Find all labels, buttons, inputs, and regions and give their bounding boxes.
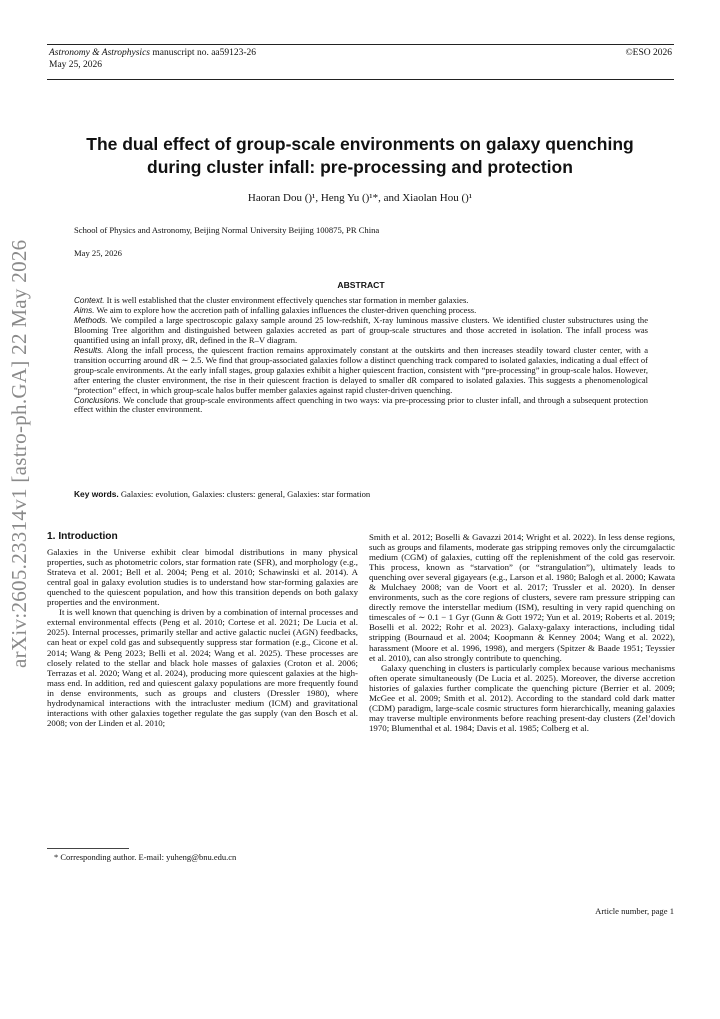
title-line-1: The dual effect of group-scale environments on galaxy quenching bbox=[86, 134, 634, 154]
affiliation: School of Physics and Astronomy, Beijing Normal University Beijing 100875, PR China bbox=[74, 225, 380, 235]
results-text: Along the infall process, the quiescent fraction remains approximately constant at the outskirts and then increases steadily toward cluster center, with a transition occurring around dR ∼ 2.5. We find that group-associated galaxies follow a distinct quenching track compared to isolated galaxies, indicating a dual effect of group-scale environments. At the early infall stages, group galaxies exhibit a higher quiescent fraction, consistent with “pre-processing” in group-scale halos. However, after entering the cluster environment, the rise in their quiescent fraction is delayed to smaller dR compared to isolated galaxies. This suggests a phenomenological “protection” effect, in which group-scale halos buffer member galaxies against rapid cluster-driven quenching. bbox=[74, 344, 648, 395]
header-journal-line bbox=[49, 48, 256, 59]
paper-title bbox=[40, 133, 680, 179]
keywords bbox=[74, 489, 648, 499]
methods-text: We compiled a large spectroscopic galaxy sample around 25 low-redshift, X-ray luminous massive clusters. We identified cluster substructures using the Blooming Tree algorithm and distinguished between galaxies accreted as part of group-scale structures and those accreted in isolation. The infall process was quantified using an infall proxy, dR, defined in the R–V diagram. bbox=[74, 314, 648, 345]
methods-label: Methods. bbox=[74, 315, 108, 325]
left-paragraph-2: It is well known that quenching is driven by a combination of internal processes and external environmental effects (Peng et al. 2010; Cortese et al. 2021; De Lucia et al. 2025). Internal processes, primarily stellar and active galactic nuclei (AGN) feedbacks, can heat or expel cold gas and subsequently suppress star formation (e.g., Cicone et al. 2014; Wang & Peng 2023; Belli et al. 2024; Wang et al. 2025). These processes are closely related to the stellar and black hole masses of galaxies (Croton et al. 2006; Terrazas et al. 2020; Wang et al. 2024), producing more quiescent galaxies at the high-mass end. In addition, red and quiescent galaxy populations are more frequently found in dense environments, such as groups and clusters (Dressler 1980), where hydrodynamical interactions with the intracluster medium (ICM) and gravitational interactions with other galaxies together regulate the gas supply (van den Bosch et al. 2008; von der Linden et al. 2010; bbox=[47, 607, 358, 728]
manuscript-number: manuscript no. aa59123-26 bbox=[152, 48, 257, 58]
right-paragraph-1: Smith et al. 2012; Boselli & Gavazzi 2014; Wright et al. 2022). In less dense regions, such as groups and filaments, moderate gas stripping removes only the circumgalactic medium (CGM) of galaxies, cutting off the replenishment of the cold gas reservoir. This process, known as “starvation” (or “strangulation”), ultimately leads to quenching over several gigayears (e.g., Larson et al. 1980; Balogh et al. 2000; Kawata & Mulchaey 2008; van de Voort et al. 2017; Trussler et al. 2020). In denser environments, such as the core regions of clusters, severe ram pressure stripping can directly remove the interstellar medium (ISM), resulting in very rapid quenching on timescales of ∼ 0.1 − 1 Gyr (Gunn & Gott 1972; Yun et al. 2019; Roberts et al. 2019; Boselli et al. 2022; Rohr et al. 2023). Galaxy-galaxy interactions, including tidal stripping (Bournaud et al. 2004; Koopmann & Kenney 2004; Wang et al. 2022), harassment (Moore et al. 1996, 1998), and mergers (Spitzer & Baade 1951; Teyssier et al. 2010), can also strongly contribute to quenching. bbox=[369, 532, 675, 663]
abstract bbox=[74, 296, 648, 415]
aims-label: Aims. bbox=[74, 305, 95, 315]
page-number: Article number, page 1 bbox=[595, 906, 674, 916]
footnote-rule bbox=[47, 848, 129, 849]
header-copyright: ©ESO 2026 bbox=[625, 48, 672, 58]
abstract-heading: ABSTRACT bbox=[337, 280, 385, 290]
conclusions-text: We conclude that group-scale environments affect quenching in two ways: via pre-processing prior to cluster infall, and through a subsequent protection effect within the cluster environment. bbox=[74, 394, 648, 415]
conclusions-label: Conclusions. bbox=[74, 395, 121, 405]
journal-name: Astronomy & Astrophysics bbox=[49, 48, 150, 58]
footnote: * Corresponding author. E-mail: yuheng@bnu.edu.cn bbox=[54, 852, 237, 862]
aims-text: We aim to explore how the accretion path of infalling galaxies influences the cluster-driven quenching process. bbox=[94, 304, 477, 315]
header-date: May 25, 2026 bbox=[49, 60, 103, 70]
date-line: May 25, 2026 bbox=[74, 248, 122, 258]
right-paragraph-2: Galaxy quenching in clusters is particularly complex because various mechanisms often operate simultaneously (De Lucia et al. 2025). Moreover, the diverse accretion histories of galaxies further complicate the quenching picture (Berrier et al. 2009; McGee et al. 2009; Smith et al. 2012). According to the standard cold dark matter (CDM) paradigm, large-scale cosmic structures form hierarchically, meaning galaxies may traverse multiple environments before reaching present-day clusters (Zel’dovich 1970; Blumenthal et al. 1984; Davis et al. 1985; Colberg et al. bbox=[369, 662, 675, 733]
section-heading-introduction: 1. Introduction bbox=[47, 531, 118, 542]
arxiv-stamp: arXiv:2605.23314v1 [astro-ph.GA] 22 May 2026 bbox=[7, 239, 31, 668]
right-column bbox=[369, 532, 675, 733]
arxiv-stamp-container bbox=[3, 239, 39, 668]
keywords-text: Galaxies: evolution, Galaxies: clusters: general, Galaxies: star formation bbox=[120, 489, 371, 499]
results-label: Results. bbox=[74, 345, 104, 355]
abstract-methods bbox=[74, 316, 648, 346]
left-paragraph-1: Galaxies in the Universe exhibit clear bimodal distributions in many physical properties, such as photometric colors, star formation rate (SFR), and morphology (e.g., Strateva et al. 2001; Bell et al. 2004; Peng et al. 2010; Schawinski et al. 2014). A central goal in galaxy evolution studies is to understand how star-forming galaxies are quenched to the quiescent population, and how this transition depends on both galaxy properties and the environment. bbox=[47, 547, 358, 608]
abstract-conclusions bbox=[74, 396, 648, 416]
authors: Haoran Dou ()¹, Heng Yu ()¹*, and Xiaolan Hou ()¹ bbox=[247, 192, 473, 204]
running-header bbox=[47, 44, 674, 80]
keywords-label: Key words. bbox=[74, 489, 119, 499]
title-line-2: during cluster infall: pre-processing and protection bbox=[147, 157, 573, 177]
context-text: It is well established that the cluster environment effectively quenches star formation in member galaxies. bbox=[104, 295, 469, 305]
context-label: Context. bbox=[74, 296, 105, 305]
left-column bbox=[47, 532, 358, 728]
abstract-results bbox=[74, 346, 648, 396]
